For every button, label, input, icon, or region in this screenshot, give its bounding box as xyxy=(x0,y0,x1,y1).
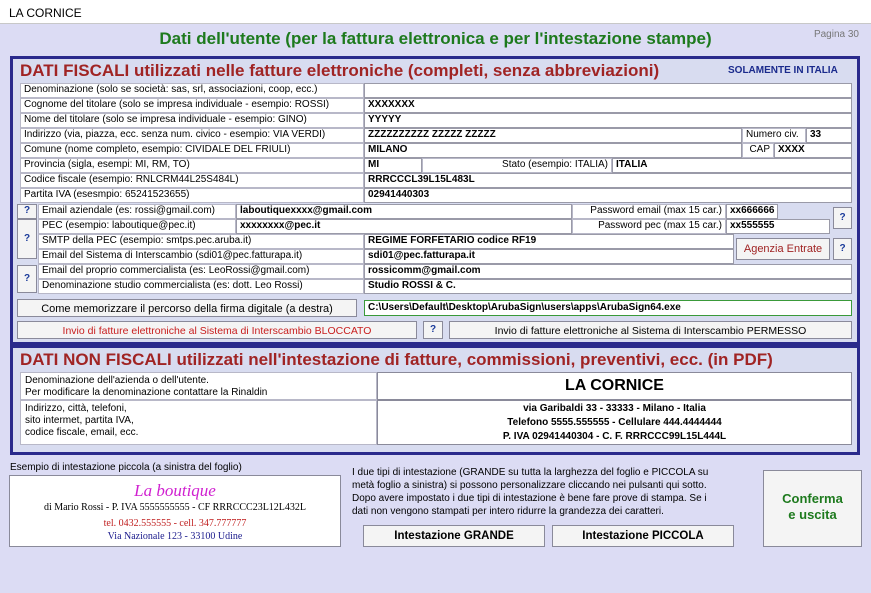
help-password-button[interactable]: ? xyxy=(833,207,852,229)
denominazione-azienda-label-line2: Per modificare la denominazione contattare la Rinaldin xyxy=(25,387,268,398)
smtp-label: SMTP della PEC (esempio: smtps.pec.aruba.it) xyxy=(38,234,364,249)
studio-commercialista-input[interactable]: Studio ROSSI & C. xyxy=(364,279,852,294)
nonfiscal-section-title: DATI NON FISCALI utilizzati nell'intestazione di fatture, commissioni, preventivi, ecc. (in PDF) xyxy=(20,350,773,369)
partita-iva-label: Partita IVA (esesmpio: 65241523655) xyxy=(20,188,364,203)
header-notes xyxy=(352,466,744,518)
company-name-display: LA CORNICE xyxy=(377,372,852,400)
firma-path-input[interactable]: C:\Users\Default\Desktop\ArubaSign\users\apps\ArubaSign64.exe xyxy=(364,300,852,316)
nome-input[interactable]: YYYYY xyxy=(364,113,852,128)
window-title: LA CORNICE xyxy=(9,6,82,20)
cognome-label: Cognome del titolare (solo se impresa individuale - esempio: ROSSI) xyxy=(20,98,364,113)
email-commercialista-input[interactable]: rossicomm@gmail.com xyxy=(364,264,852,279)
password-email-label: Password email (max 15 car.) xyxy=(572,204,726,219)
email-aziendale-input[interactable]: laboutiquexxxx@gmail.com xyxy=(236,204,572,219)
password-email-input[interactable]: xx666666 xyxy=(726,204,778,219)
numero-civ-input[interactable]: 33 xyxy=(806,128,852,143)
codice-fiscale-label: Codice fiscale (esempio: RNLCRM44L25S484L) xyxy=(20,173,364,188)
help-email-button[interactable]: ? xyxy=(17,204,37,219)
help-agenzia-button[interactable]: ? xyxy=(833,238,852,260)
notes-line2: metà foglio a sinistra) si possono personalizzare cliccando nei pulsanti qui sotto. xyxy=(352,480,707,491)
cap-label: CAP xyxy=(742,143,774,158)
help-invio-button[interactable]: ? xyxy=(423,321,443,339)
codice-fiscale-input[interactable]: RRRCCCL39L15L483L xyxy=(364,173,852,188)
indirizzo-input[interactable]: ZZZZZZZZZZ ZZZZZ ZZZZZ xyxy=(364,128,742,143)
notes-line4: dati non vengono stampati per intero ridurre la grandezza dei caratteri. xyxy=(352,506,664,517)
studio-commercialista-label: Denominazione studio commercialista (es: dott. Leo Rossi) xyxy=(38,279,364,294)
small-header-preview xyxy=(9,475,341,547)
help-pec-button[interactable]: ? xyxy=(17,219,37,259)
password-pec-input[interactable]: xx555555 xyxy=(726,219,830,234)
sdi-email-label: Email del Sistema di Interscambio (sdi01@pec.fatturapa.it) xyxy=(38,249,364,264)
uscita-label: e uscita xyxy=(788,507,837,522)
small-header-name: La boutique xyxy=(134,481,216,500)
denominazione-input[interactable] xyxy=(364,83,852,98)
invio-bloccato-button[interactable]: Invio di fatture elettroniche al Sistema di Interscambio BLOCCATO xyxy=(17,321,417,339)
page-title: Dati dell'utente (per la fattura elettronica e per l'intestazione stampe) xyxy=(159,29,712,48)
indirizzo-azienda-label-line3: codice fiscale, email, ecc. xyxy=(25,427,139,438)
intestazione-piccola-button[interactable]: Intestazione PICCOLA xyxy=(552,525,734,547)
denominazione-azienda-label xyxy=(20,372,377,400)
password-pec-label: Password pec (max 15 car.) xyxy=(572,219,726,234)
indirizzo-azienda-label xyxy=(20,400,377,445)
cap-input[interactable]: XXXX xyxy=(774,143,852,158)
provincia-label: Provincia (sigla, esempi: MI, RM, TO) xyxy=(20,158,364,173)
pec-label: PEC (esempio: laboutique@pec.it) xyxy=(38,219,236,234)
notes-line3: Dopo avere impostato i due tipi di intestazione è bene fare prove di stampa. Se i xyxy=(352,493,707,504)
email-aziendale-label: Email aziendale (es: rossi@gmail.com) xyxy=(38,204,236,219)
company-address-line3: P. IVA 02941440304 - C. F. RRRCCC99L15L444L xyxy=(502,431,727,442)
provincia-input[interactable]: MI xyxy=(364,158,422,173)
nome-label: Nome del titolare (solo se impresa individuale - esempio: GINO) xyxy=(20,113,364,128)
window-titlebar xyxy=(0,0,871,24)
email-commercialista-label: Email del proprio commercialista (es: LeoRossi@gmail.com) xyxy=(38,264,364,279)
stato-input[interactable]: ITALIA xyxy=(612,158,852,173)
denominazione-label: Denominazione (solo se società: sas, srl, associazioni, coop, ecc.) xyxy=(20,83,364,98)
company-address-line1: via Garibaldi 33 - 33333 - Milano - Italia xyxy=(523,403,706,414)
cognome-input[interactable]: XXXXXXX xyxy=(364,98,852,113)
small-header-line2: tel. 0432.555555 - cell. 347.777777 xyxy=(103,518,247,529)
small-header-line3: Via Nazionale 123 - 33100 Udine xyxy=(107,531,243,542)
conferma-label: Conferma xyxy=(782,491,843,506)
indirizzo-azienda-label-line1: Indirizzo, città, telefoni, xyxy=(25,403,127,414)
numero-civ-label: Numero civ. xyxy=(742,128,806,143)
firma-digitale-button[interactable]: Come memorizzare il percorso della firma digitale (a destra) xyxy=(17,299,357,317)
small-header-caption: Esempio di intestazione piccola (a sinistra del foglio) xyxy=(10,462,242,473)
company-address-line2: Telefono 5555.555555 - Cellulare 444.4444444 xyxy=(507,417,722,428)
fiscal-section-title: DATI FISCALI utilizzati nelle fatture elettroniche (completi, senza abbreviazioni) xyxy=(20,61,660,80)
indirizzo-label: Indirizzo (via, piazza, ecc. senza num. civico - esempio: VIA VERDI) xyxy=(20,128,364,143)
smtp-input[interactable]: REGIME FORFETARIO codice RF19 xyxy=(364,234,734,249)
intestazione-grande-button[interactable]: Intestazione GRANDE xyxy=(363,525,545,547)
italy-only-badge: SOLAMENTE IN ITALIA xyxy=(728,65,838,76)
partita-iva-input[interactable]: 02941440303 xyxy=(364,188,852,203)
pec-input[interactable]: xxxxxxxx@pec.it xyxy=(236,219,572,234)
sdi-email-input[interactable]: sdi01@pec.fatturapa.it xyxy=(364,249,734,264)
page-number: Pagina 30 xyxy=(813,29,859,40)
agenzia-entrate-button[interactable]: Agenzia Entrate xyxy=(736,238,830,260)
help-commercialista-button[interactable]: ? xyxy=(17,265,37,293)
stato-label: Stato (esempio: ITALIA) xyxy=(422,158,612,173)
comune-input[interactable]: MILANO xyxy=(364,143,742,158)
notes-line1: I due tipi di intestazione (GRANDE su tutta la larghezza del foglio e PICCOLA su xyxy=(352,467,709,478)
conferma-uscita-button[interactable] xyxy=(763,470,862,547)
company-address-display xyxy=(377,400,852,445)
denominazione-azienda-label-line1: Denominazione dell'azienda o dell'utente. xyxy=(25,375,209,386)
invio-permesso-button[interactable]: Invio di fatture elettroniche al Sistema di Interscambio PERMESSO xyxy=(449,321,852,339)
comune-label: Comune (nome completo, esempio: CIVIDALE DEL FRIULI) xyxy=(20,143,364,158)
small-header-line1: di Mario Rossi - P. IVA 5555555555 - CF RRRCCC23L12L432L xyxy=(43,502,307,513)
indirizzo-azienda-label-line2: sito intermet, partita IVA, xyxy=(25,415,134,426)
